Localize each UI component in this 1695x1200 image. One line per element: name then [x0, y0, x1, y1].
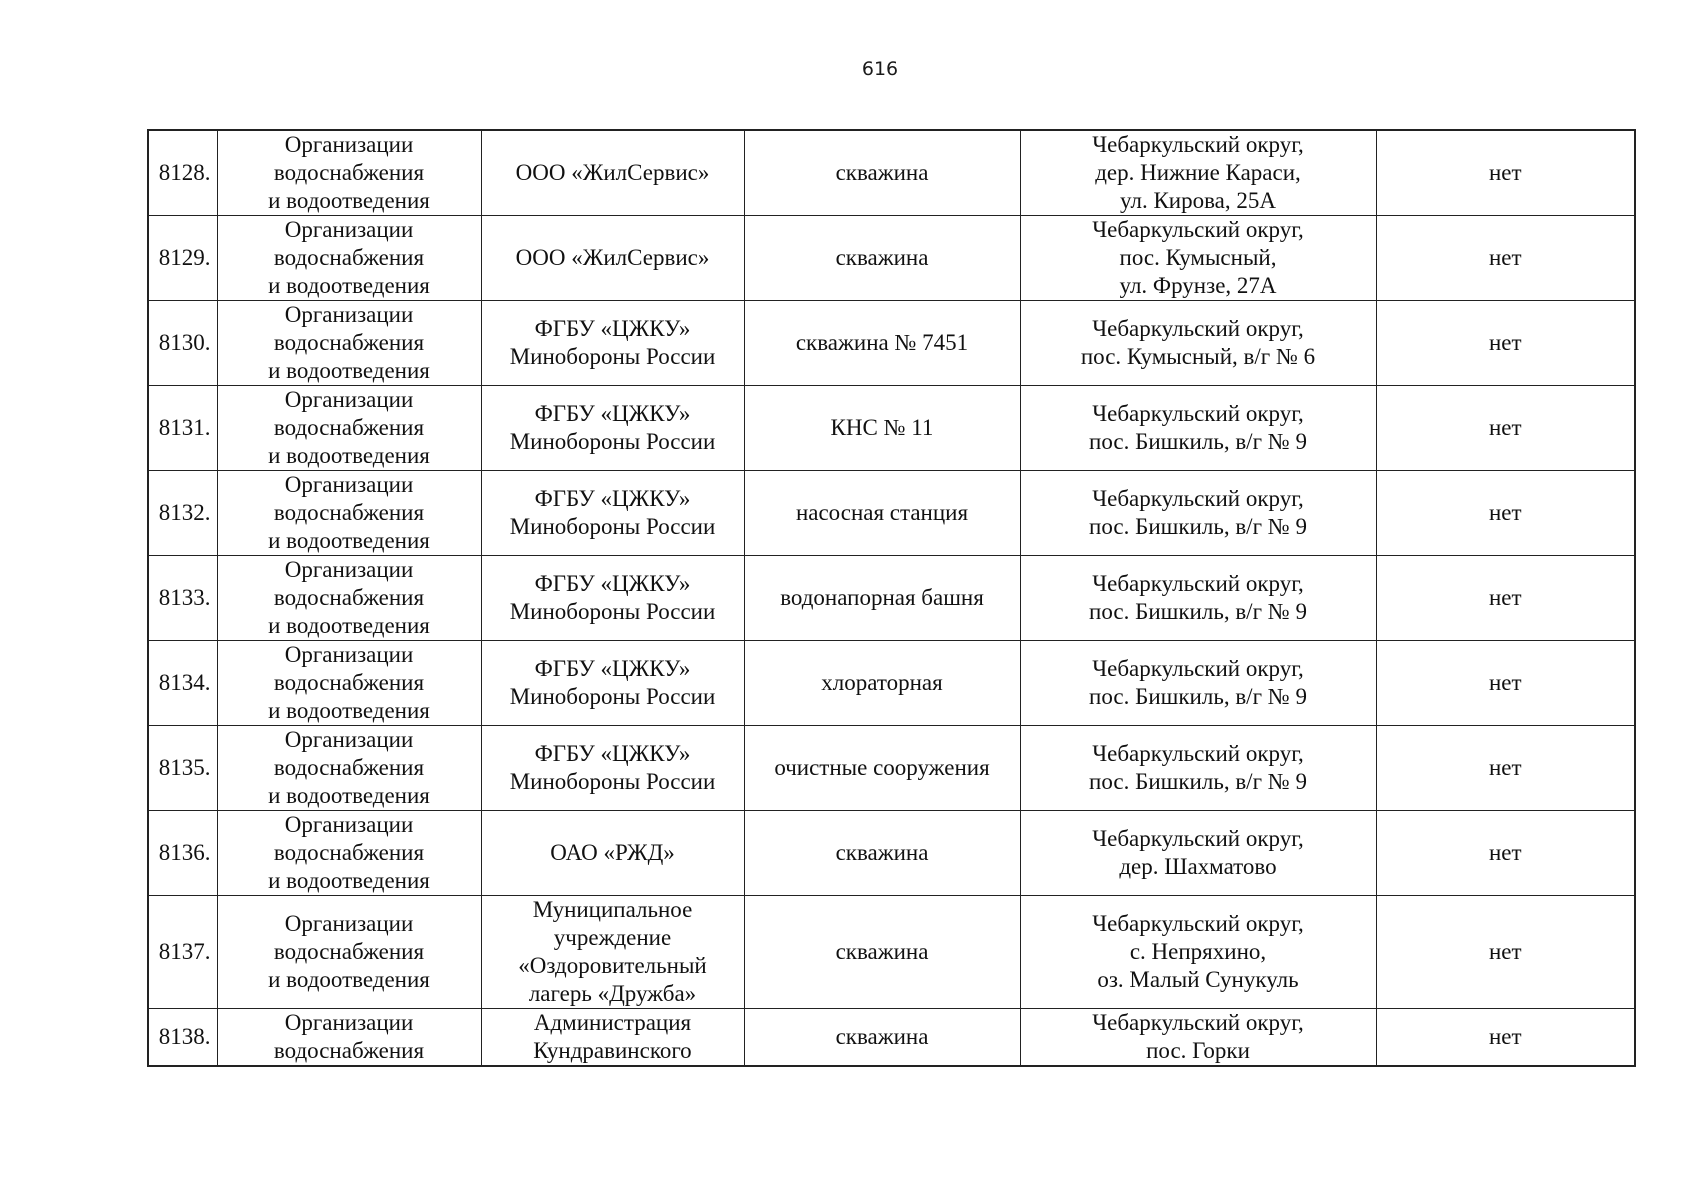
organization-cell-line: ФГБУ «ЦЖКУ»: [534, 401, 691, 426]
address-cell-line: пос. Бишкиль, в/г № 9: [1089, 684, 1307, 709]
category-cell-line: и водоотведения: [268, 698, 430, 723]
status-cell: нет: [1376, 471, 1635, 556]
address-cell-line: оз. Малый Сунукуль: [1097, 967, 1299, 992]
organization-cell: [481, 726, 744, 811]
address-cell: [1020, 896, 1376, 1009]
object-cell-line: КНС № 11: [830, 415, 934, 440]
object-cell: [744, 641, 1020, 726]
address-cell: [1020, 386, 1376, 471]
organization-cell-line: ООО «ЖилСервис»: [515, 160, 710, 185]
object-cell: [744, 216, 1020, 301]
organization-cell-line: Минобороны России: [509, 684, 716, 709]
status-cell: нет: [1376, 386, 1635, 471]
category-cell-line: Организации: [284, 472, 414, 497]
address-cell-line: Чебаркульский округ,: [1092, 486, 1304, 511]
category-cell-line: и водоотведения: [268, 273, 430, 298]
status-cell: нет: [1376, 1009, 1635, 1067]
address-cell: [1020, 130, 1376, 216]
object-cell: [744, 130, 1020, 216]
organization-cell: [481, 471, 744, 556]
table-row: [148, 130, 1635, 216]
category-cell-line: водоснабжения: [273, 755, 425, 780]
address-cell-line: Чебаркульский округ,: [1092, 656, 1304, 681]
category-cell-line: и водоотведения: [268, 528, 430, 553]
category-cell: [217, 301, 481, 386]
address-cell: [1020, 471, 1376, 556]
organization-cell-line: учреждение: [553, 925, 672, 950]
category-cell-line: водоснабжения: [273, 670, 425, 695]
table-row: [148, 726, 1635, 811]
category-cell-line: водоснабжения: [273, 1038, 425, 1063]
address-cell-line: ул. Фрунзе, 27А: [1119, 273, 1277, 298]
status-cell: нет: [1376, 556, 1635, 641]
address-cell-line: Чебаркульский округ,: [1092, 132, 1304, 157]
category-cell-line: водоснабжения: [273, 160, 425, 185]
address-cell-line: с. Непряхино,: [1129, 939, 1267, 964]
category-cell: [217, 641, 481, 726]
table-body: [148, 130, 1635, 1066]
object-cell-line: насосная станция: [795, 500, 969, 525]
row-number-cell: 8134.: [148, 641, 217, 726]
category-cell-line: Организации: [284, 387, 414, 412]
object-cell-line: скважина № 7451: [795, 330, 969, 355]
organization-cell-line: Минобороны России: [509, 599, 716, 624]
object-cell-line: скважина: [835, 1024, 929, 1049]
address-cell-line: Чебаркульский округ,: [1092, 826, 1304, 851]
address-cell-line: Чебаркульский округ,: [1092, 571, 1304, 596]
table-row: [148, 1009, 1635, 1067]
category-cell-line: водоснабжения: [273, 939, 425, 964]
organization-cell-line: «Оздоровительный: [518, 953, 707, 978]
category-cell-line: водоснабжения: [273, 840, 425, 865]
table-row: [148, 386, 1635, 471]
organization-cell: [481, 811, 744, 896]
address-cell-line: ул. Кирова, 25А: [1120, 188, 1276, 213]
organization-cell-line: ФГБУ «ЦЖКУ»: [534, 486, 691, 511]
category-cell: [217, 1009, 481, 1067]
address-cell: [1020, 301, 1376, 386]
organization-cell-line: Минобороны России: [509, 514, 716, 539]
category-cell-line: Организации: [284, 132, 414, 157]
organization-cell: [481, 896, 744, 1009]
status-cell: нет: [1376, 896, 1635, 1009]
object-cell-line: водонапорная башня: [780, 585, 984, 610]
object-cell-line: скважина: [835, 245, 929, 270]
category-cell-line: и водоотведения: [268, 613, 430, 638]
category-cell-line: и водоотведения: [268, 188, 430, 213]
category-cell-line: Организации: [284, 302, 414, 327]
object-cell-line: очистные сооружения: [774, 755, 990, 780]
row-number-cell: 8133.: [148, 556, 217, 641]
object-cell: [744, 386, 1020, 471]
organization-cell-line: Администрация: [533, 1010, 692, 1035]
object-cell-line: хлораторная: [821, 670, 943, 695]
address-cell-line: пос. Бишкиль, в/г № 9: [1089, 769, 1307, 794]
organization-cell-line: Минобороны России: [509, 344, 716, 369]
registry-table: [147, 129, 1636, 1067]
status-cell: нет: [1376, 130, 1635, 216]
table-row: [148, 301, 1635, 386]
row-number-cell: 8129.: [148, 216, 217, 301]
category-cell-line: водоснабжения: [273, 330, 425, 355]
address-cell-line: пос. Бишкиль, в/г № 9: [1089, 429, 1307, 454]
address-cell-line: Чебаркульский округ,: [1092, 401, 1304, 426]
address-cell: [1020, 811, 1376, 896]
status-cell: нет: [1376, 811, 1635, 896]
table-row: [148, 896, 1635, 1009]
organization-cell-line: ФГБУ «ЦЖКУ»: [534, 316, 691, 341]
category-cell-line: Организации: [284, 642, 414, 667]
category-cell-line: и водоотведения: [268, 868, 430, 893]
address-cell-line: Чебаркульский округ,: [1092, 316, 1304, 341]
status-cell: нет: [1376, 726, 1635, 811]
category-cell-line: водоснабжения: [273, 500, 425, 525]
organization-cell-line: Минобороны России: [509, 769, 716, 794]
organization-cell-line: Муниципальное: [532, 897, 693, 922]
organization-cell: [481, 641, 744, 726]
address-cell: [1020, 726, 1376, 811]
category-cell-line: Организации: [284, 557, 414, 582]
table-row: [148, 216, 1635, 301]
object-cell: [744, 471, 1020, 556]
category-cell: [217, 471, 481, 556]
category-cell: [217, 726, 481, 811]
organization-cell: [481, 130, 744, 216]
address-cell-line: пос. Бишкиль, в/г № 9: [1089, 599, 1307, 624]
category-cell-line: водоснабжения: [273, 245, 425, 270]
category-cell: [217, 386, 481, 471]
category-cell-line: Организации: [284, 812, 414, 837]
category-cell-line: Организации: [284, 727, 414, 752]
address-cell: [1020, 556, 1376, 641]
row-number-cell: 8136.: [148, 811, 217, 896]
category-cell-line: Организации: [284, 1010, 414, 1035]
category-cell-line: водоснабжения: [273, 415, 425, 440]
address-cell: [1020, 216, 1376, 301]
organization-cell-line: ФГБУ «ЦЖКУ»: [534, 741, 691, 766]
organization-cell: [481, 216, 744, 301]
row-number-cell: 8132.: [148, 471, 217, 556]
organization-cell-line: Минобороны России: [509, 429, 716, 454]
address-cell-line: пос. Кумысный,: [1119, 245, 1277, 270]
category-cell: [217, 216, 481, 301]
address-cell-line: Чебаркульский округ,: [1092, 217, 1304, 242]
row-number-cell: 8131.: [148, 386, 217, 471]
address-cell-line: Чебаркульский округ,: [1092, 741, 1304, 766]
page-number: 616: [861, 58, 899, 80]
organization-cell: [481, 1009, 744, 1067]
address-cell-line: дер. Шахматово: [1119, 854, 1277, 879]
category-cell-line: водоснабжения: [273, 585, 425, 610]
category-cell-line: Организации: [284, 911, 414, 936]
category-cell: [217, 811, 481, 896]
status-cell: нет: [1376, 301, 1635, 386]
row-number-cell: 8135.: [148, 726, 217, 811]
address-cell-line: дер. Нижние Караси,: [1095, 160, 1301, 185]
category-cell: [217, 556, 481, 641]
status-cell: нет: [1376, 216, 1635, 301]
object-cell: [744, 556, 1020, 641]
row-number-cell: 8137.: [148, 896, 217, 1009]
organization-cell-line: ФГБУ «ЦЖКУ»: [534, 656, 691, 681]
table-row: [148, 471, 1635, 556]
object-cell: [744, 1009, 1020, 1067]
category-cell-line: Организации: [284, 217, 414, 242]
address-cell-line: Чебаркульский округ,: [1092, 1010, 1304, 1035]
object-cell-line: скважина: [835, 840, 929, 865]
category-cell: [217, 896, 481, 1009]
row-number-cell: 8128.: [148, 130, 217, 216]
address-cell: [1020, 1009, 1376, 1067]
organization-cell: [481, 556, 744, 641]
object-cell: [744, 811, 1020, 896]
address-cell: [1020, 641, 1376, 726]
organization-cell-line: ООО «ЖилСервис»: [515, 245, 710, 270]
address-cell-line: пос. Кумысный, в/г № 6: [1080, 344, 1316, 369]
organization-cell: [481, 301, 744, 386]
object-cell-line: скважина: [835, 939, 929, 964]
object-cell: [744, 896, 1020, 1009]
address-cell-line: Чебаркульский округ,: [1092, 911, 1304, 936]
organization-cell-line: ОАО «РЖД»: [550, 840, 675, 865]
object-cell: [744, 726, 1020, 811]
table-row: [148, 641, 1635, 726]
category-cell-line: и водоотведения: [268, 443, 430, 468]
status-cell: нет: [1376, 641, 1635, 726]
table-row: [148, 556, 1635, 641]
organization-cell-line: Кундравинского: [533, 1038, 692, 1063]
organization-cell-line: лагерь «Дружба»: [528, 981, 697, 1006]
category-cell-line: и водоотведения: [268, 358, 430, 383]
table-row: [148, 811, 1635, 896]
organization-cell-line: ФГБУ «ЦЖКУ»: [534, 571, 691, 596]
category-cell-line: и водоотведения: [268, 783, 430, 808]
object-cell: [744, 301, 1020, 386]
category-cell-line: и водоотведения: [268, 967, 430, 992]
row-number-cell: 8130.: [148, 301, 217, 386]
object-cell-line: скважина: [835, 160, 929, 185]
category-cell: [217, 130, 481, 216]
row-number-cell: 8138.: [148, 1009, 217, 1067]
address-cell-line: пос. Бишкиль, в/г № 9: [1089, 514, 1307, 539]
organization-cell: [481, 386, 744, 471]
address-cell-line: пос. Горки: [1146, 1038, 1250, 1063]
